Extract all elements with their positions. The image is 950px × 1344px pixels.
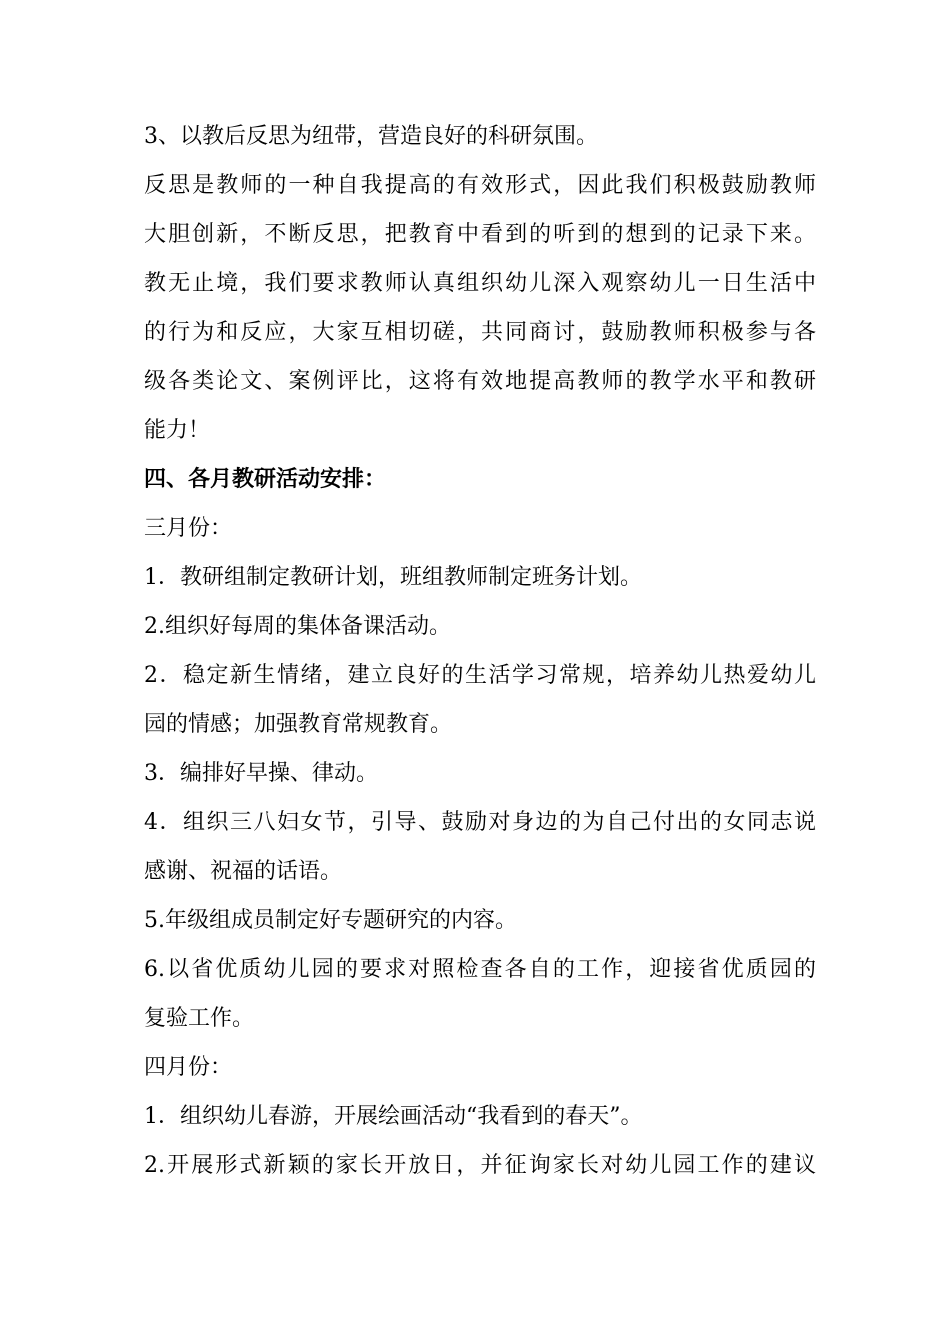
document-body xyxy=(144,112,816,1190)
text-line: 1．教研组制定教研计划，班组教师制定班务计划。 xyxy=(144,565,642,590)
text-line: 感谢、祝福的话语。 xyxy=(144,859,343,884)
text-line: 教无止境，我们要求教师认真组织幼儿深入观察幼儿一日生活中 xyxy=(144,271,816,296)
text-line: 3．编排好早操、律动。 xyxy=(144,761,378,786)
text-line: 2.开展形式新颖的家长开放日，并征询家长对幼儿园工作的建议 xyxy=(144,1153,816,1178)
text-line: 2.组织好每周的集体备课活动。 xyxy=(144,614,451,639)
text-line: 6.以省优质幼儿园的要求对照检查各自的工作，迎接省优质园的 xyxy=(144,957,816,982)
text-line: 5.年级组成员制定好专题研究的内容。 xyxy=(144,908,517,933)
text-line: 大胆创新，不断反思，把教育中看到的听到的想到的记录下来。 xyxy=(144,222,816,247)
text-line: 能力！ xyxy=(144,418,211,443)
text-line: 1．组织幼儿春游，开展绘画活动“我看到的春天”。 xyxy=(144,1104,643,1129)
text-line: 3、以教后反思为纽带，营造良好的科研氛围。 xyxy=(144,124,598,149)
text-line: 反思是教师的一种自我提高的有效形式，因此我们积极鼓励教师 xyxy=(144,173,816,198)
text-line: 的行为和反应，大家互相切磋，共同商讨，鼓励教师积极参与各 xyxy=(144,320,816,345)
text-line: 2．稳定新生情绪，建立良好的生活学习常规，培养幼儿热爱幼儿 xyxy=(144,663,816,688)
section-heading: 四、各月教研活动安排： xyxy=(144,466,387,492)
text-line: 级各类论文、案例评比，这将有效地提高教师的教学水平和教研 xyxy=(144,369,816,394)
text-line: 4．组织三八妇女节，引导、鼓励对身边的为自己付出的女同志说 xyxy=(144,810,816,835)
text-line: 四月份： xyxy=(144,1055,233,1080)
text-line: 复验工作。 xyxy=(144,1006,255,1031)
text-line: 园的情感；加强教育常规教育。 xyxy=(144,712,453,737)
text-line: 三月份： xyxy=(144,516,233,541)
